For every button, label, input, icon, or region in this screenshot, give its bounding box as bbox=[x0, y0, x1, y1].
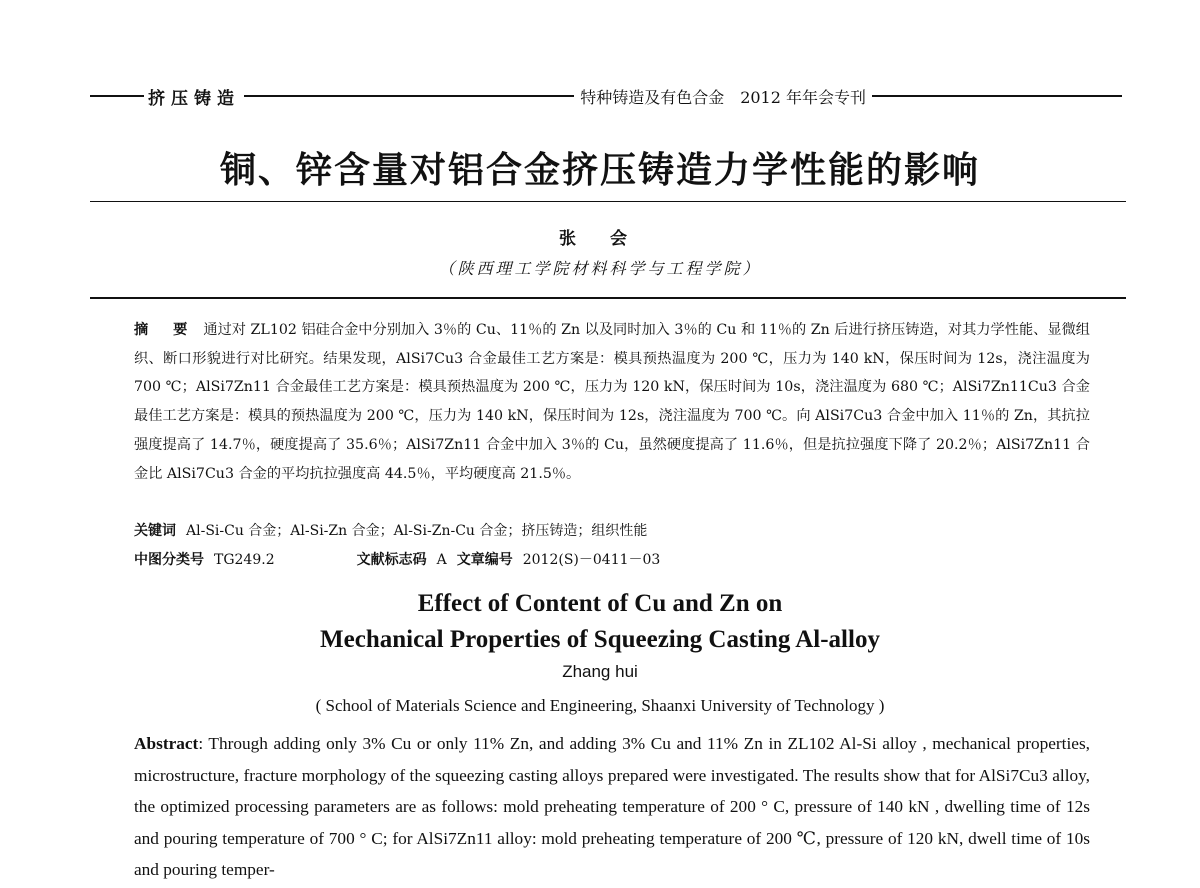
author-english: Zhang hui bbox=[562, 662, 638, 681]
doc-code-label: 文献标志码 bbox=[356, 552, 427, 568]
title-chinese: 铜、锌含量对铝合金挤压铸造力学性能的影响 bbox=[219, 150, 980, 191]
keywords bbox=[134, 520, 1090, 542]
keywords-label: 关键词 bbox=[134, 523, 176, 539]
header-section: 挤压铸造 bbox=[148, 88, 240, 109]
title-english bbox=[0, 586, 1200, 658]
affiliation-chinese: （陕西理工学院材料科学与工程学院） bbox=[438, 259, 762, 278]
affiliation-english: ( School of Materials Science and Engineering, Shaanxi University of Technology ) bbox=[315, 696, 885, 715]
doc-code-value: A bbox=[436, 552, 447, 568]
abstract-chinese bbox=[134, 316, 1090, 488]
abstract-english bbox=[134, 728, 1090, 886]
abstract-chinese-label: 摘 要 bbox=[134, 322, 198, 338]
clc-label: 中图分类号 bbox=[134, 552, 204, 568]
header-rule-right bbox=[872, 95, 1122, 97]
abstract-english-text: : Through adding only 3% Cu or only 11% Zn, and adding 3% Cu and 11% Zn in ZL102 Al-Si alloy , mechanical properties, microstructure, fracture morphology of the squeezing casting alloys prepared were investigated. The results show that for AlSi7Cu3 alloy, the optimized processing parameters are as follows: mold preheating temperature of 200 ° C, pressure of 140 kN , dwelling time of 12s and pouring temperature of 700 ° C; for AlSi7Zn11 alloy: mold preheating temperature of 200 ℃, pressure of 120 kN, dwell time of 10s and pouring temper- bbox=[134, 734, 1090, 879]
header-rule-middle bbox=[244, 95, 574, 97]
article-no-label: 文章编号 bbox=[456, 552, 513, 568]
running-header bbox=[90, 82, 1122, 110]
header-journal: 特种铸造及有色合金 2012 年年会专刊 bbox=[580, 87, 866, 107]
title-english-line1: Effect of Content of Cu and Zn on bbox=[417, 590, 783, 617]
title-divider bbox=[90, 201, 1126, 202]
keywords-text: Al-Si-Cu 合金；Al-Si-Zn 合金；Al-Si-Zn-Cu 合金；挤压铸造；组织性能 bbox=[186, 523, 648, 539]
author-chinese: 张 会 bbox=[559, 229, 641, 249]
clc-value: TG249.2 bbox=[214, 552, 275, 568]
article-no-value: 2012(S)－0411－03 bbox=[522, 552, 661, 568]
abstract-chinese-text: 通过对 ZL102 铝硅合金中分别加入 3％的 Cu、11％的 Zn 以及同时加入 3％的 Cu 和 11％的 Zn 后进行挤压铸造，对其力学性能、显微组织、断口形貌进行对比研究。结果发现，AlSi7Cu3 合金最佳工艺方案是：模具预热温度为 200 ℃，压力为 140 kN，保压时间为 12s，浇注温度为 700 ℃；AlSi7Zn11 合金最佳工艺方案是：模具预热温度为 200 ℃，压力为 120 kN，保压时间为 10s，浇注温度为 680 ℃；AlSi7Zn11Cu3 合金最佳工艺方案是：模具的预热温度为 200 ℃，压力为 140 kN，保压时间为 12s，浇注温度为 700 ℃。向 AlSi7Cu3 合金中加入 11％的 Zn，其抗拉强度提高了 14.7％，硬度提高了 35.6％；AlSi7Zn11 合金中加入 3％的 Cu，虽然硬度提高了 11.6％，但是抗拉强度下降了 20.2％；AlSi7Zn11 合金比 AlSi7Cu3 合金的平均抗拉强度高 44.5％，平均硬度高 21.5％。 bbox=[134, 322, 1090, 482]
title-english-line2: Mechanical Properties of Squeezing Casting Al-alloy bbox=[320, 626, 880, 653]
author-divider bbox=[90, 297, 1126, 299]
header-rule-left bbox=[90, 95, 144, 97]
abstract-english-label: Abstract bbox=[134, 734, 199, 753]
classification-line bbox=[134, 549, 1090, 571]
